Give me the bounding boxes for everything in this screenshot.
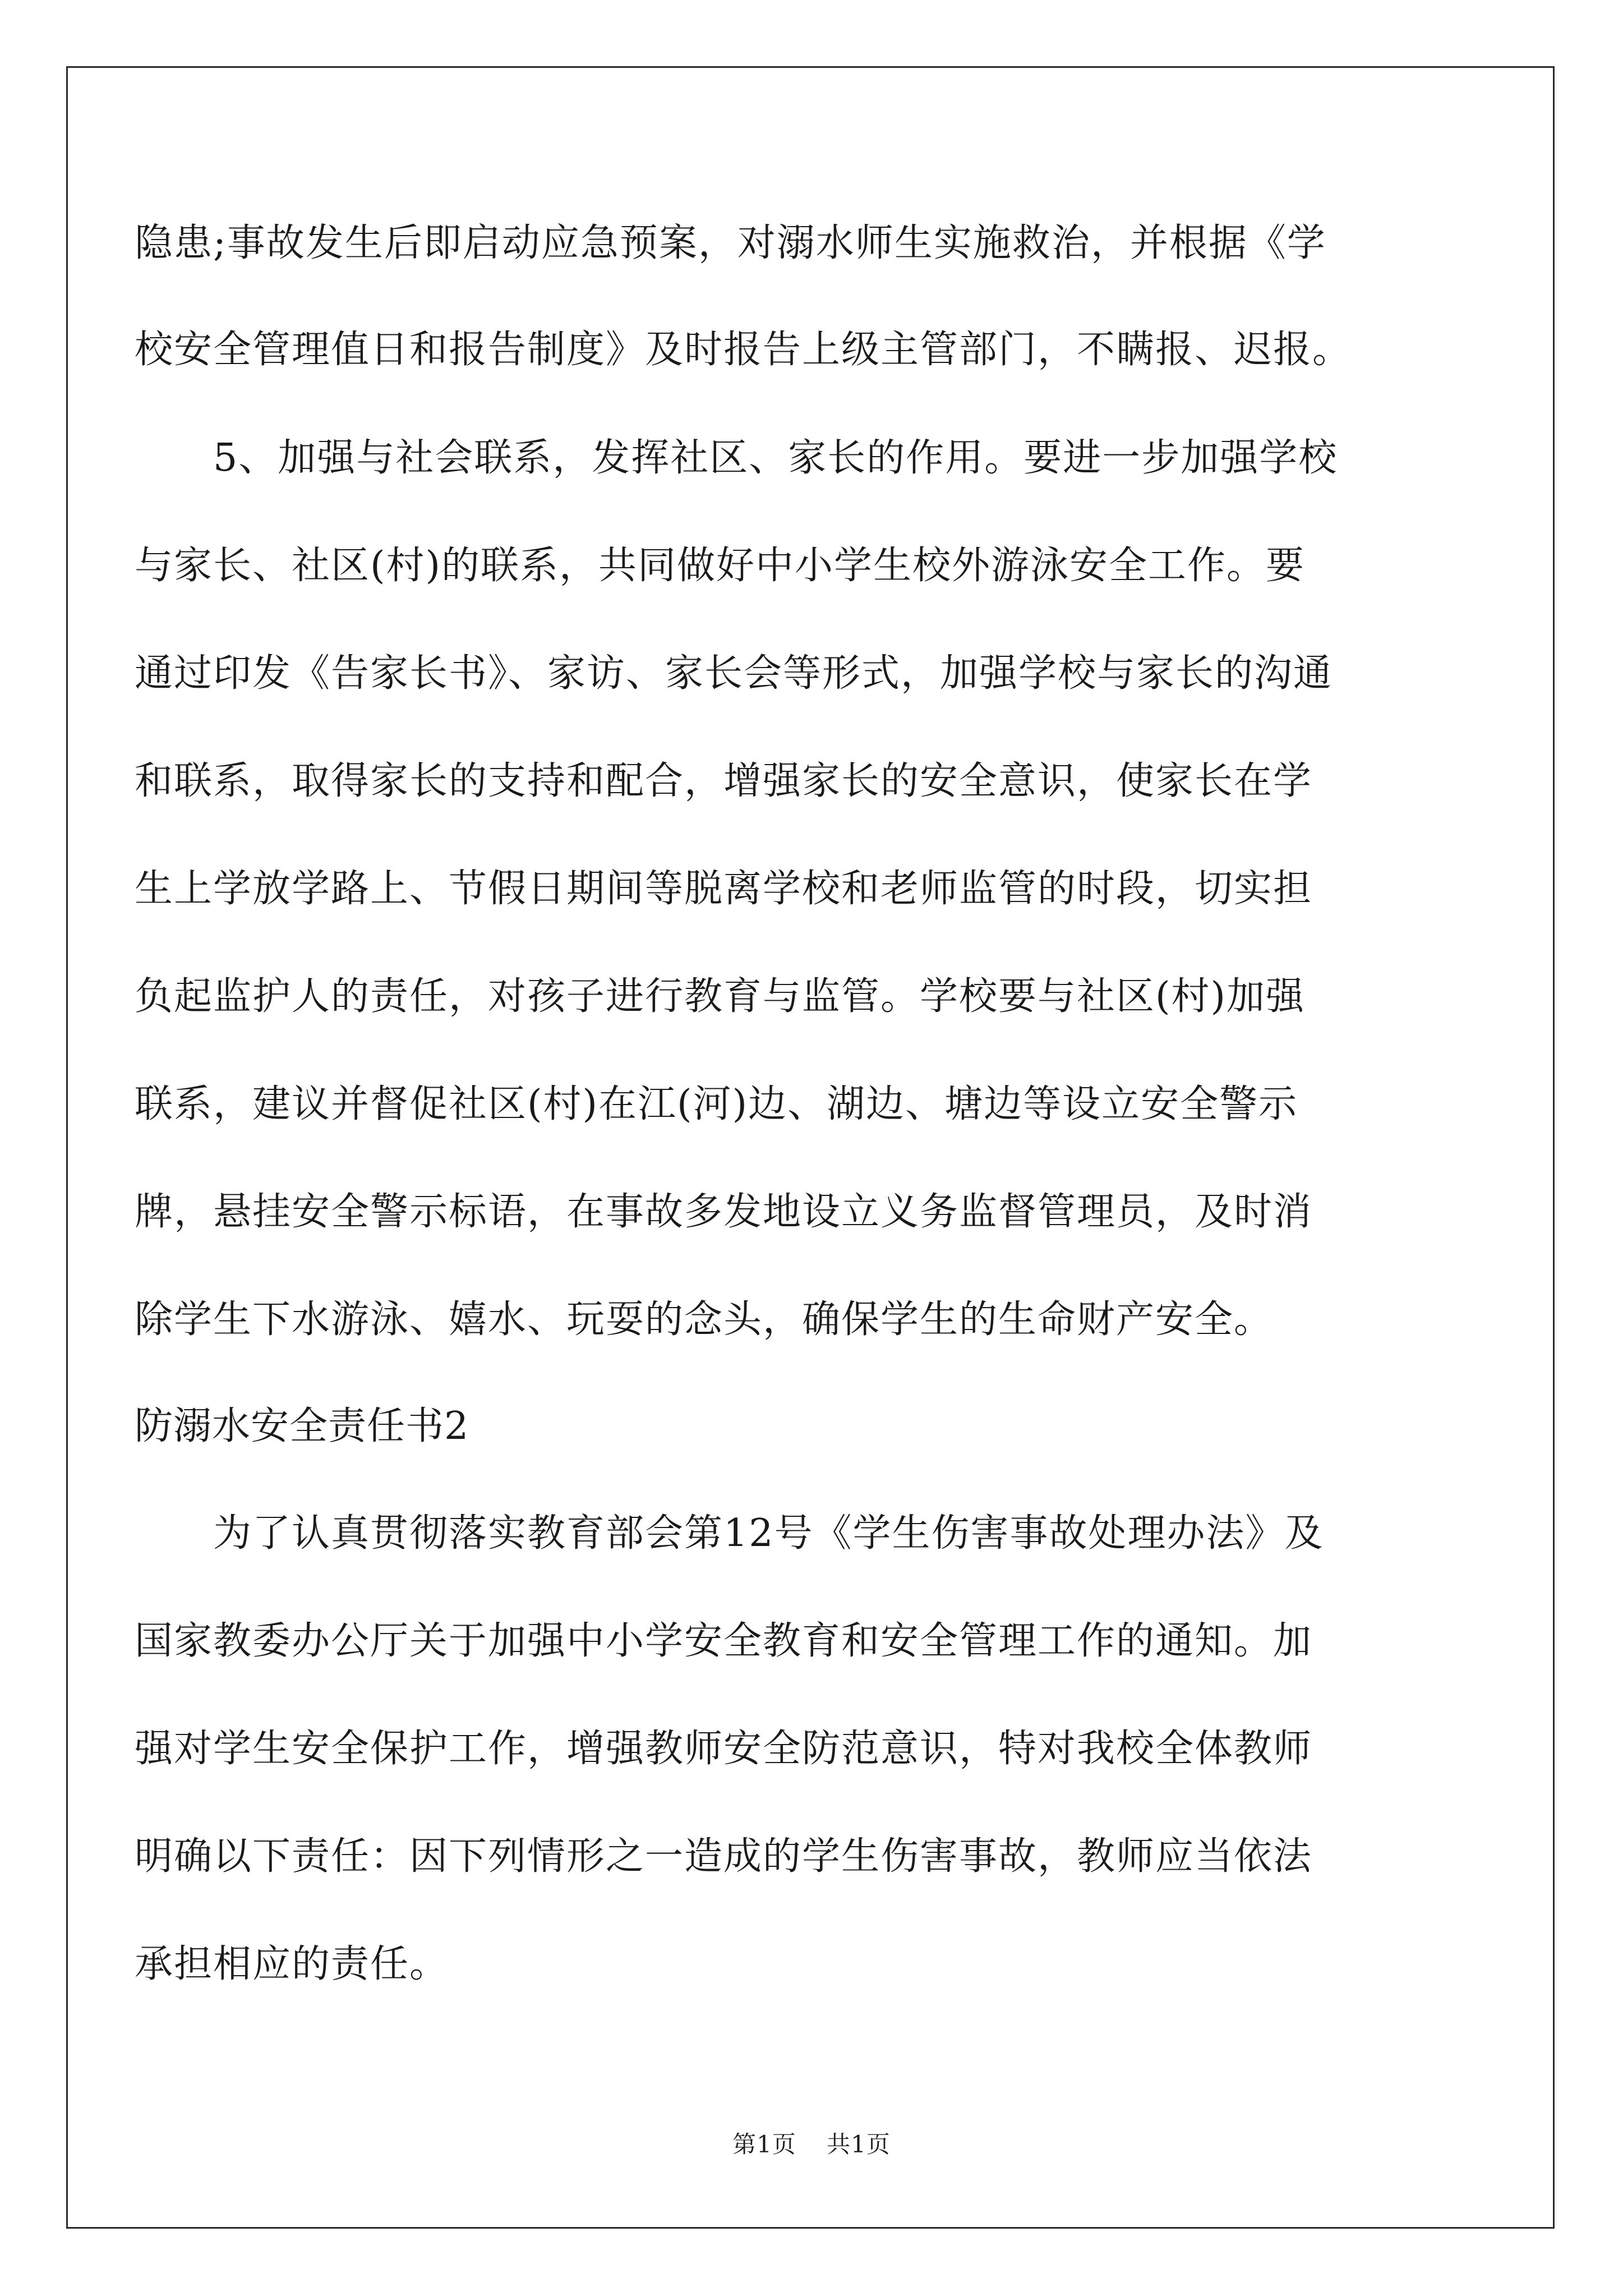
page-footer — [0, 2126, 1623, 2160]
body-text-line: 牌，悬挂安全警示标语，在事故多发地设立义务监督管理员，及时消 — [135, 1190, 1313, 1234]
body-text-line: 校安全管理值日和报告制度》及时报告上级主管部门，不瞒报、迟报。 — [135, 328, 1352, 372]
body-text-line: 通过印发《告家长书》、家访、家长会等形式，加强学校与家长的沟通 — [135, 651, 1333, 696]
body-text-line: 承担相应的责任。 — [135, 1942, 449, 1986]
body-text-line: 明确以下责任：因下列情形之一造成的学生伤害事故，教师应当依法 — [135, 1834, 1313, 1879]
body-text-line: 负起监护人的责任，对孩子进行教育与监管。学校要与社区(村)加强 — [135, 974, 1306, 1019]
body-text-line: 隐患;事故发生后即启动应急预案，对溺水师生实施救治，并根据《学 — [135, 221, 1326, 265]
body-text-line: 联系，建议并督促社区(村)在江(河)边、湖边、塘边等设立安全警示 — [135, 1082, 1298, 1126]
page-border — [66, 66, 1555, 2229]
body-text-line: 除学生下水游泳、嬉水、玩耍的念头，确保学生的生命财产安全。 — [135, 1297, 1274, 1342]
body-text-line: 为了认真贯彻落实教育部会第12号《学生伤害事故处理办法》及 — [213, 1511, 1324, 1556]
section-heading: 防溺水安全责任书2 — [135, 1404, 469, 1448]
page-number: 第1页 — [732, 2131, 796, 2158]
body-text-line: 生上学放学路上、节假日期间等脱离学校和老师监管的时段，切实担 — [135, 867, 1313, 911]
page-total: 共1页 — [827, 2131, 891, 2158]
body-text-line: 和联系，取得家长的支持和配合，增强家长的安全意识，使家长在学 — [135, 759, 1313, 803]
body-text-line: 5、加强与社会联系，发挥社区、家长的作用。要进一步加强学校 — [213, 436, 1338, 480]
body-text-line: 强对学生安全保护工作，增强教师安全防范意识，特对我校全体教师 — [135, 1727, 1313, 1771]
body-text-line: 国家教委办公厅关于加强中小学安全教育和安全管理工作的通知。加 — [135, 1619, 1313, 1663]
body-text-line: 与家长、社区(村)的联系，共同做好中小学生校外游泳安全工作。要 — [135, 544, 1306, 588]
